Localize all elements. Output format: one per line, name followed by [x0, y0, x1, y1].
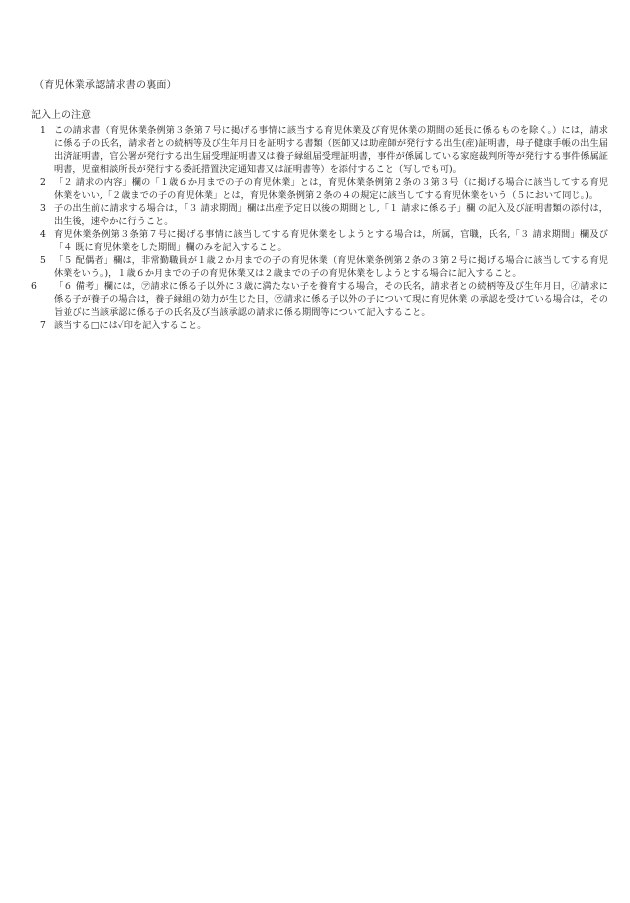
note-number: 1: [40, 125, 46, 136]
note-number: 4: [40, 229, 46, 240]
note-number: 3: [40, 203, 46, 214]
note-item: [31, 319, 608, 332]
note-text: 「２ 請求の内容」欄の「１歳６か月までの子の育児休業」とは，育児休業条例第２条の３第３号（に掲げる場合に該当してする育児休業をいい,「２歳までの子の育児休業」とは，育児休業条例第２条の４の規定に該当してする育児休業をいう（５において同じ。)。: [54, 177, 608, 201]
note-text: 「６ 備考」欄には，㋐請求に係る子以外に３歳に満たない子を養育する場合，その氏名，請求者との続柄等及び生年月日，㋑請求に係る子が養子の場合は，養子縁組の効力が生じた日，㋒請求に係る子以外の子について現に育児休業 の承認を受けている場合は，その旨並びに当該承認に係る子の氏名及び当該承認の請求に係る期間等について記入すること。: [54, 281, 608, 318]
note-item: [31, 280, 608, 319]
note-number: 7: [40, 320, 46, 331]
note-text: 「５ 配偶者」欄は，非常勤職員が１歳２か月までの子の育児休業（育児休業条例第２条の３第２号に掲げる場合に該当してする育児休業をいう。)，１歳６か月までの子の育児休業又は２歳までの子の育児休業をしようとする場合に記入すること。: [54, 255, 608, 279]
note-text: 該当する□には✓印を記入すること。: [54, 320, 207, 331]
note-item: [31, 176, 608, 202]
note-text: 子の出生前に請求する場合は，「３ 請求期間」欄は出産予定日以後の期間とし,「１ 請求に係る子」欄 の記入及び証明書類の添付は，出生後，速やかに行うこと。: [54, 203, 608, 227]
note-item: [31, 228, 608, 254]
note-text: 育児休業条例第３条第７号に掲げる事情に該当してする育児休業をしようとする場合は，所属，官職，氏名,「３ 請求期間」欄及び「４ 既に育児休業をした期間」欄のみを記入すること。: [54, 229, 608, 253]
note-number: 5: [40, 255, 46, 266]
document-heading: （育児休業承認請求書の裏面）: [34, 80, 177, 91]
note-item: [31, 202, 608, 228]
section-title: 記入上の注意: [31, 110, 91, 121]
notes-list: [31, 124, 608, 332]
note-item: [31, 254, 608, 280]
note-item: [31, 124, 608, 176]
note-text: この請求書（育児休業条例第３条第７号に掲げる事情に該当する育児休業及び育児休業の期間の延長に係るものを除く。）には，請求に係る子の氏名，請求者との続柄等及び生年月日を証明する書類（医師又は助産師が発行する出生(産)証明書，母子健康手帳の出生届出済証明書，官公署が発行する出生届受理証明書又は養子縁組届受理証明書，事件が係属している家庭裁判所等が発行する事件係属証明書，児童相談所長が発行する委託措置決定通知書又は証明書等）を添付すること（写しでも可)。: [54, 125, 608, 175]
note-number: 2: [40, 177, 46, 188]
note-number: 6: [31, 281, 37, 292]
